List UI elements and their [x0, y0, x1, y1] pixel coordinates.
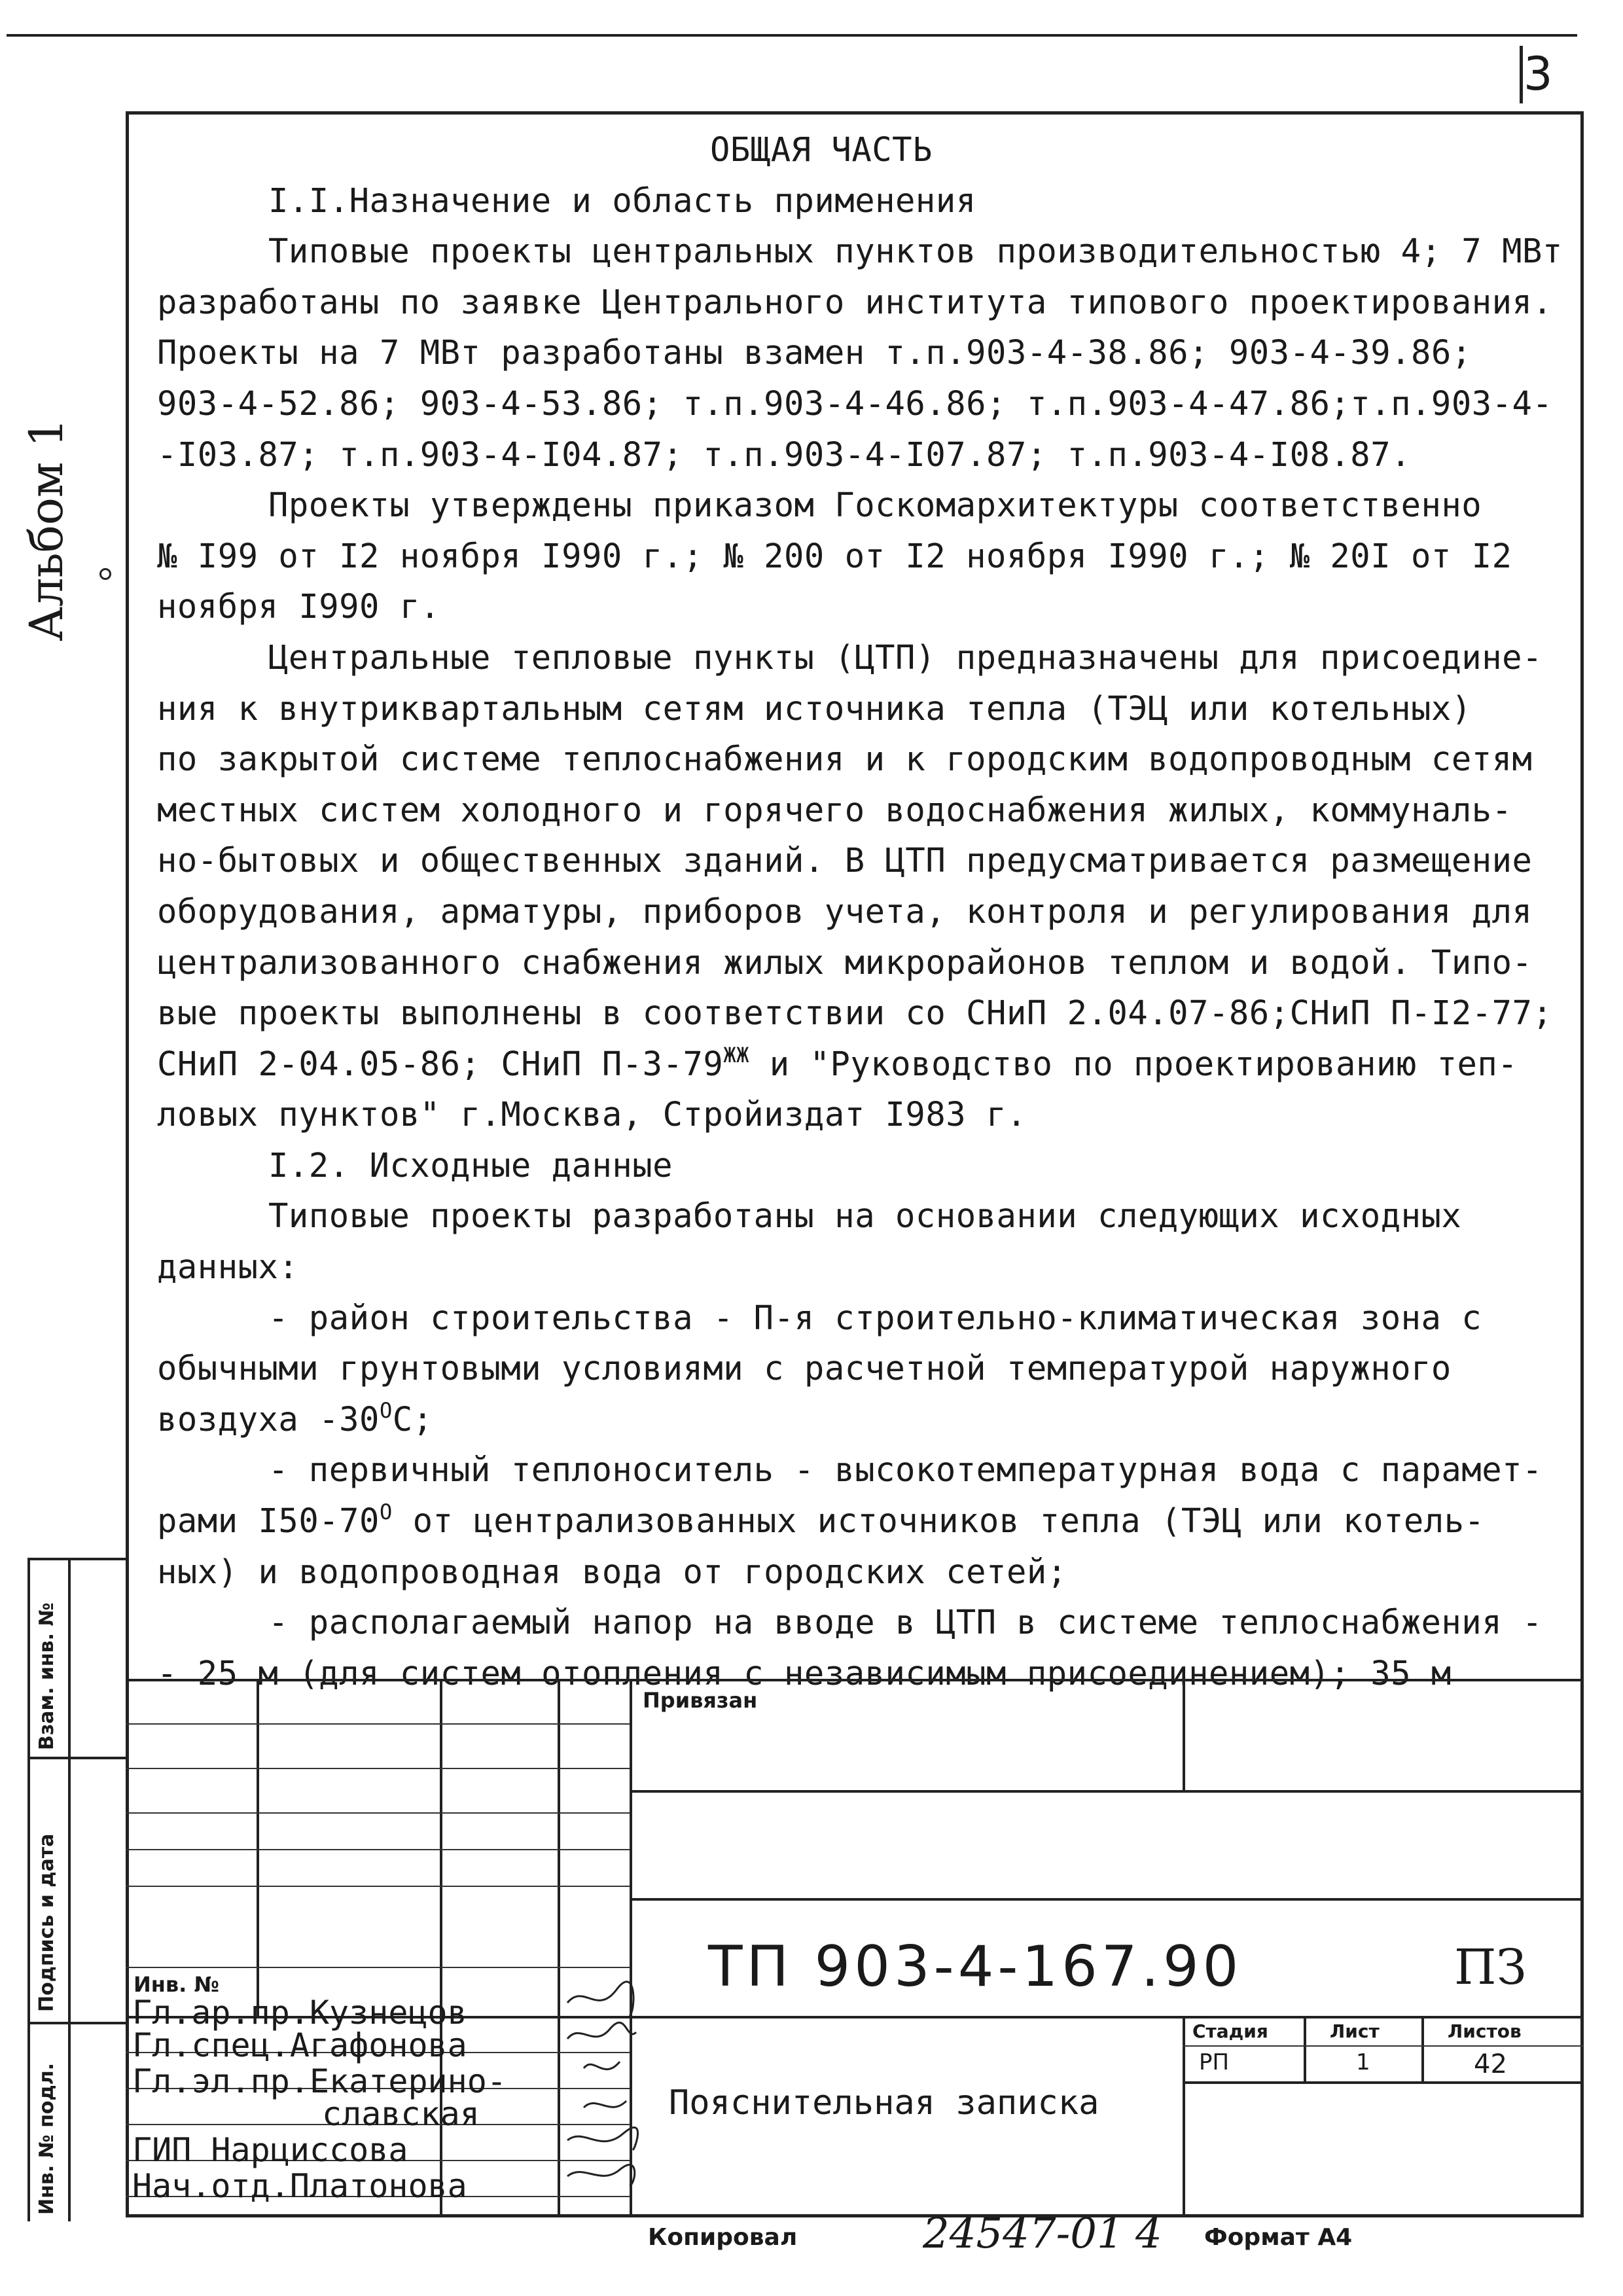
paragraph-line: рами $I50-70^О$ от централизованных источников тепла (ТЭЦ или котель-	[157, 1499, 1485, 1541]
signature-row: Гл.спец.Агафонова	[132, 2026, 467, 2064]
tb-line	[126, 1967, 630, 1968]
doc-title: Пояснительная записка	[669, 2083, 1099, 2123]
paragraph-line: местных систем холодного и горячего водоснабжения жилых, коммуналь-	[157, 790, 1512, 829]
signature-date-label: Подпись и дата	[35, 1833, 58, 2012]
page-number: 3	[1524, 47, 1553, 101]
paragraph-line: Проекты утверждены приказом Госкомархитектуры соответственно	[268, 486, 1482, 525]
paragraph-line: воздуха $-30^ОС$;	[157, 1397, 433, 1439]
signature-row: Гл.ар.пр.Кузнецов	[132, 1994, 467, 2032]
title-block	[126, 1679, 1584, 2217]
paragraph-line: оборудования, арматуры, приборов учета, контроля и регулирования для	[157, 891, 1533, 931]
copied-label: Копировал	[648, 2224, 798, 2251]
margin-album-label: Альбом 1	[20, 418, 73, 641]
list-item: - располагаемый напор на вводе в ЦТП в системе теплоснабжения -	[268, 1603, 1543, 1642]
side-stamp-border	[27, 1560, 30, 2221]
signature-row: Гл.эл.пр.Екатерино-	[132, 2062, 507, 2100]
paragraph-line: ноября I990 г.	[157, 587, 440, 626]
side-stamp-divider	[27, 2022, 126, 2024]
tb-line	[1183, 2045, 1584, 2047]
paragraph-line: Центральные тепловые пункты (ЦТП) предназначены для присоедине-	[268, 637, 1543, 677]
format-label: Формат А4	[1204, 2224, 1353, 2251]
sheets-value: 42	[1474, 2049, 1507, 2079]
side-stamp-divider	[27, 1757, 126, 1759]
paragraph-line: Типовые проекты центральных пунктов производительностью 4; 7 МВт	[268, 232, 1563, 271]
subsection-heading: I.I.Назначение и область применения	[268, 181, 976, 220]
page-number-bar	[1520, 46, 1523, 103]
inv-no-label: Инв. №	[134, 1972, 219, 1997]
paragraph-line: централизованного снабжения жилых микрорайонов теплом и водой. Типо-	[157, 942, 1533, 982]
paragraph-line: -I03.87; т.п.903-4-I04.87; т.п.903-4-I07.87; т.п.903-4-I08.87.	[157, 435, 1412, 474]
paragraph-line: по закрытой системе теплоснабжения и к городским водопроводным сетям	[157, 740, 1533, 779]
list-item: - первичный теплоноситель - высокотемпературная вода с парамет-	[268, 1450, 1543, 1490]
tb-line	[257, 1679, 259, 2016]
signature-row: славская	[322, 2095, 480, 2133]
privyazan-label: Привязан	[643, 1688, 758, 1713]
margin-dot	[99, 568, 111, 580]
signature-scribbles	[564, 1977, 643, 2206]
paragraph-line: но-бытовых и общественных зданий. В ЦТП предусматривается размещение	[157, 841, 1533, 880]
tb-line	[440, 1679, 442, 2217]
stage-header: Стадия	[1192, 2020, 1268, 2042]
copy-page: 4	[1135, 2210, 1162, 2258]
paragraph-line: ния к внутриквартальным сетям источника тепла (ТЭЦ или котельных)	[157, 689, 1472, 728]
paragraph-line: СНиП 2-04.05-86; СНиП $П-3-79^{ЖЖ}$ и "Руководство по проектированию теп-	[157, 1042, 1518, 1083]
tb-line	[1183, 1679, 1185, 1790]
sheets-header: Листов	[1448, 2020, 1522, 2042]
tb-line	[126, 1849, 630, 1850]
list-item: - район строительства - П-я строительно-климатическая зона с	[268, 1298, 1482, 1337]
paragraph-line: обычными грунтовыми условиями с расчетной температурой наружного	[157, 1349, 1452, 1388]
doc-mark: ПЗ	[1454, 1939, 1527, 1996]
paragraph-line: данных:	[157, 1247, 299, 1287]
side-stamp	[27, 1558, 126, 2221]
stage-value: РП	[1199, 2049, 1230, 2075]
section-heading: ОБЩАЯ ЧАСТЬ	[710, 130, 933, 169]
tb-line	[126, 1723, 630, 1725]
paragraph-line: разработаны по заявке Центрального института типового проектирования.	[157, 282, 1553, 321]
paragraph-line: № I99 от I2 ноября I990 г.; № 200 от I2 ноября I990 г.; № 20I от I2	[157, 536, 1512, 575]
tb-line	[630, 1790, 1584, 1793]
paragraph-line: - 25 м (для систем отопления с независимым присоединением); 35 м	[157, 1653, 1452, 1693]
tb-line	[126, 1812, 630, 1814]
paragraph-line: Типовые проекты разработаны на основании следующих исходных	[268, 1196, 1462, 1236]
tb-line	[126, 1679, 1584, 1681]
paragraph-line: ных) и водопроводная вода от городских сетей;	[157, 1552, 1067, 1591]
tb-line	[630, 1898, 1584, 1901]
tb-line	[126, 1768, 630, 1769]
paragraph-line: ловых пунктов" г.Москва, Стройиздат I983 г.	[157, 1095, 1027, 1134]
sheet-header: Лист	[1330, 2020, 1380, 2042]
tb-line	[1183, 2081, 1584, 2084]
body-text	[157, 124, 1564, 1698]
side-stamp-divider	[68, 1560, 71, 2221]
top-rule	[7, 34, 1577, 37]
tb-line	[558, 1679, 560, 2217]
signature-row: Нач.отд.Платонова	[132, 2167, 467, 2205]
inv-podl-label: Инв. № подл.	[35, 2062, 58, 2215]
paragraph-line: вые проекты выполнены в соответствии со СНиП 2.04.07-86;СНиП П-I2-77;	[157, 994, 1553, 1033]
tb-line	[1304, 2016, 1306, 2081]
signature-row: ГИП Нарциссова	[132, 2131, 408, 2169]
vzam-inv-label: Взам. инв. №	[35, 1602, 58, 1750]
tb-line	[1421, 2016, 1424, 2081]
paragraph-line: Проекты на 7 МВт разработаны взамен т.п.903-4-38.86; 903-4-39.86;	[157, 333, 1472, 372]
subsection-heading: I.2. Исходные данные	[268, 1145, 673, 1185]
sheet-value: 1	[1356, 2049, 1370, 2075]
project-code: ТП 903-4-167.90	[708, 1934, 1243, 2000]
copy-number: 24547-01	[923, 2210, 1124, 2258]
paragraph-line: 903-4-52.86; 903-4-53.86; т.п.903-4-46.86; т.п.903-4-47.86;т.п.903-4-	[157, 384, 1553, 423]
tb-line	[126, 1886, 630, 1887]
